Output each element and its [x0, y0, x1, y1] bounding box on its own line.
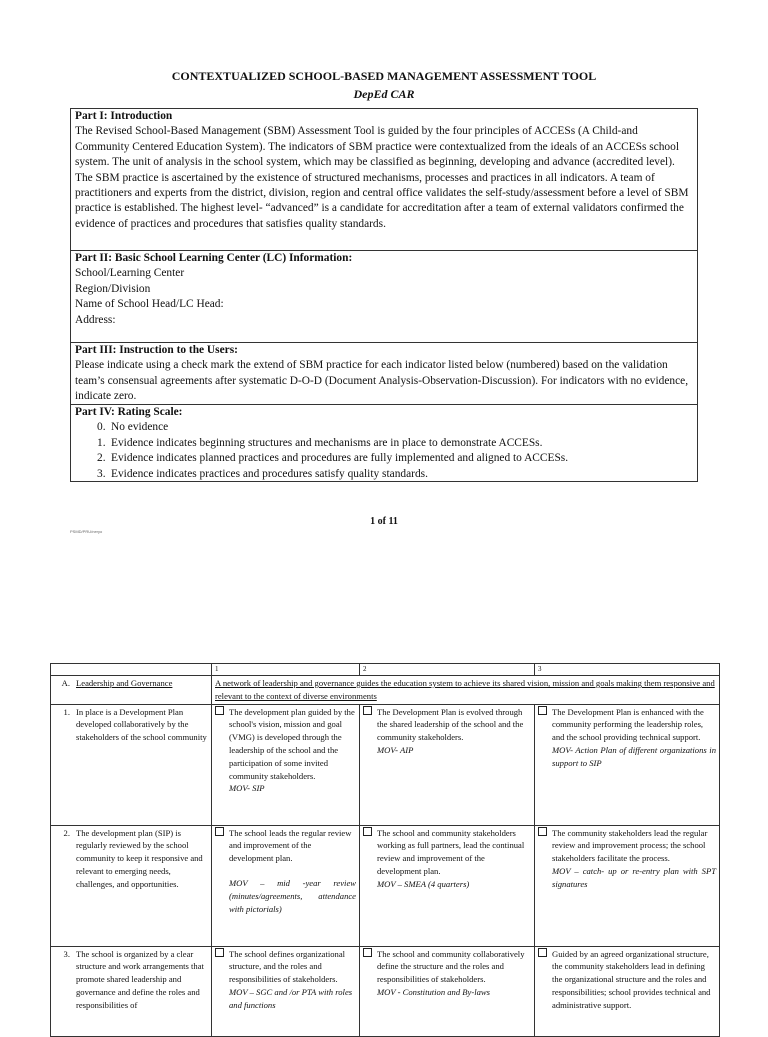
- document-title: CONTEXTUALIZED SCHOOL-BASED MANAGEMENT ASSESSMENT TOOL: [171, 69, 597, 83]
- page-number: 1 of 11: [370, 516, 398, 527]
- section-description: A network of leadership and governance guides the education system to achieve its shared vision, mission and goals making them responsive and relevant to the context of diverse environments: [212, 676, 720, 705]
- level-text: The development plan guided by the school's vision, mission and goal (VMG) is developed through the leadership of the school and the participation of some invited community stakeholders.: [229, 706, 355, 781]
- rating-text: Evidence indicates practices and procedures satisfy quality standards.: [111, 467, 428, 480]
- rating-number: 3.: [97, 467, 106, 480]
- checkbox[interactable]: [215, 827, 224, 836]
- rating-number: 1.: [97, 436, 106, 449]
- rating-scale-item: [97, 436, 693, 451]
- indicator-text: The development plan (SIP) is regularly reviewed by the school community to keep it responsive and relevant to emerging needs, challenges, and opportunities.: [76, 827, 203, 889]
- table-row: [51, 704, 720, 825]
- field-region-division: Region/Division: [75, 282, 151, 295]
- rating-text: No evidence: [111, 421, 169, 434]
- mov-text: MOV- AIP: [377, 744, 414, 755]
- rating-text: Evidence indicates planned practices and procedures are fully implemented and aligned to ACCESs.: [111, 452, 569, 465]
- rating-number: 0.: [97, 421, 106, 434]
- field-address: Address:: [75, 313, 116, 326]
- indicator-number: 1.: [63, 706, 70, 717]
- part1-heading: Part I: Introduction: [75, 110, 173, 122]
- field-school-learning-center: School/Learning Center: [75, 267, 185, 280]
- level-1-cell: [212, 946, 360, 1036]
- section-row: [51, 676, 720, 705]
- part3-body: Please indicate using a check mark the extend of SBM practice for each indicator listed below (numbered) based on the validation team’s consensual agreements after systematic D-O-D (Document Analysis-Observation-Discussion). For indicators with no evidence, indicate zero.: [75, 359, 689, 403]
- mov-text: MOV – SGC and /or PTA with roles and functions: [229, 986, 353, 1010]
- level-3-cell: [535, 946, 720, 1036]
- table-row: [51, 946, 720, 1036]
- level-2-cell: [360, 946, 535, 1036]
- part1-body: The Revised School-Based Management (SBM) Assessment Tool is guided by the four principles of ACCESs (A Child-and Community Centered Education System). The indicators of SBM practice were contextualized from the ideals of an ACCESs school system. The unit of analysis in the school system, which may be classified as beginning, developing and advance (accredited level). The SBM practice is ascertained by the existence of structured mechanisms, processes and practices in all indicators. A team of practitioners and experts from the district, division, region and central office validates the self-study/assessment before a level of SBM practice is established. The highest level- “advanced” is a candidate for accreditation after a team of external validators confirmed the evidence of practices and procedures that satisfies quality standards.: [75, 125, 689, 230]
- checkbox[interactable]: [363, 827, 372, 836]
- part2-heading: Part II: Basic School Learning Center (LC) Information:: [75, 252, 353, 264]
- rating-scale-item: [97, 420, 693, 435]
- level-text: Guided by an agreed organizational structure, the community stakeholders lead in defining the organizational structure and the roles and responsibilities; school provides technical and administrative support.: [552, 948, 711, 1010]
- section-title-cell: [51, 676, 212, 705]
- part3-heading: Part III: Instruction to the Users:: [75, 344, 238, 356]
- part3-instructions: [70, 342, 698, 405]
- part4-heading: Part IV: Rating Scale:: [75, 406, 183, 418]
- rating-scale-list: [75, 420, 693, 482]
- column-number: 3: [535, 664, 720, 676]
- indicator-text: In place is a Development Plan developed collaboratively by the stakeholders of the school community: [76, 706, 207, 743]
- level-text: The Development Plan is enhanced with the community performing the leadership roles, and the school providing technical support.: [552, 706, 704, 743]
- checkbox[interactable]: [363, 706, 372, 715]
- rating-number: 2.: [97, 452, 106, 465]
- level-text: The school and community stakeholders working as full partners, lead the continual review and improvement of the development plan.: [377, 827, 525, 876]
- rating-scale-item: [97, 467, 693, 482]
- level-3-cell: [535, 825, 720, 946]
- level-3-cell: [535, 704, 720, 825]
- field-school-head: Name of School Head/LC Head:: [75, 298, 224, 311]
- part2-basic-info: [70, 250, 698, 343]
- indicator-text: The school is organized by a clear structure and work arrangements that promote shared leadership and governance and define the roles and responsibilities of: [76, 948, 204, 1010]
- mov-text: MOV- SIP: [229, 783, 265, 794]
- rating-scale-item: [97, 451, 693, 466]
- footer-note: PSMD/PRU/neryo: [70, 529, 103, 534]
- mov-text: MOV – mid -year review (minutes/agreements, attendance with pictorials): [229, 877, 356, 914]
- checkbox[interactable]: [215, 706, 224, 715]
- section-letter: A.: [61, 678, 70, 688]
- indicator-cell: [51, 704, 212, 825]
- rating-text: Evidence indicates beginning structures and mechanisms are in place to demonstrate ACCESs.: [111, 436, 543, 449]
- indicator-number: 2.: [63, 827, 70, 838]
- column-number: 2: [360, 664, 535, 676]
- part1-introduction: [70, 108, 698, 251]
- level-text: The school defines organizational structure, and the roles and responsibilities of stakeholders.: [229, 948, 346, 985]
- checkbox[interactable]: [538, 948, 547, 957]
- level-text: The community stakeholders lead the regular review and improvement process; the school stakeholders facilitate the process.: [552, 827, 708, 864]
- mov-text: MOV – catch- up or re-entry plan with SPT signatures: [552, 865, 716, 889]
- empty-header-cell: [51, 664, 212, 676]
- indicator-number: 3.: [63, 948, 70, 959]
- checkbox[interactable]: [215, 948, 224, 957]
- level-text: The school and community collaboratively define the structure and the roles and responsibilities of stakeholders.: [377, 948, 525, 985]
- level-2-cell: [360, 704, 535, 825]
- mov-text: MOV- Action Plan of different organizations in support to SIP: [552, 744, 716, 768]
- level-text: The Development Plan is evolved through the shared leadership of the school and the community stakeholders.: [377, 706, 524, 743]
- part4-rating-scale: [70, 404, 698, 482]
- checkbox[interactable]: [538, 706, 547, 715]
- level-1-cell: [212, 825, 360, 946]
- level-2-cell: [360, 825, 535, 946]
- mov-text: MOV – SMEA (4 quarters): [377, 878, 470, 889]
- column-number: 1: [212, 664, 360, 676]
- indicator-cell: [51, 825, 212, 946]
- mov-text: MOV - Constitution and By-laws: [377, 986, 490, 997]
- level-text: The school leads the regular review and improvement of the development plan.: [229, 827, 352, 864]
- document-subtitle: DepEd CAR: [353, 87, 415, 101]
- indicator-cell: [51, 946, 212, 1036]
- section-title: Leadership and Governance: [76, 678, 173, 688]
- assessment-table: [50, 663, 720, 1037]
- checkbox[interactable]: [363, 948, 372, 957]
- level-1-cell: [212, 704, 360, 825]
- checkbox[interactable]: [538, 827, 547, 836]
- table-row: [51, 825, 720, 946]
- column-number-row: [51, 664, 720, 676]
